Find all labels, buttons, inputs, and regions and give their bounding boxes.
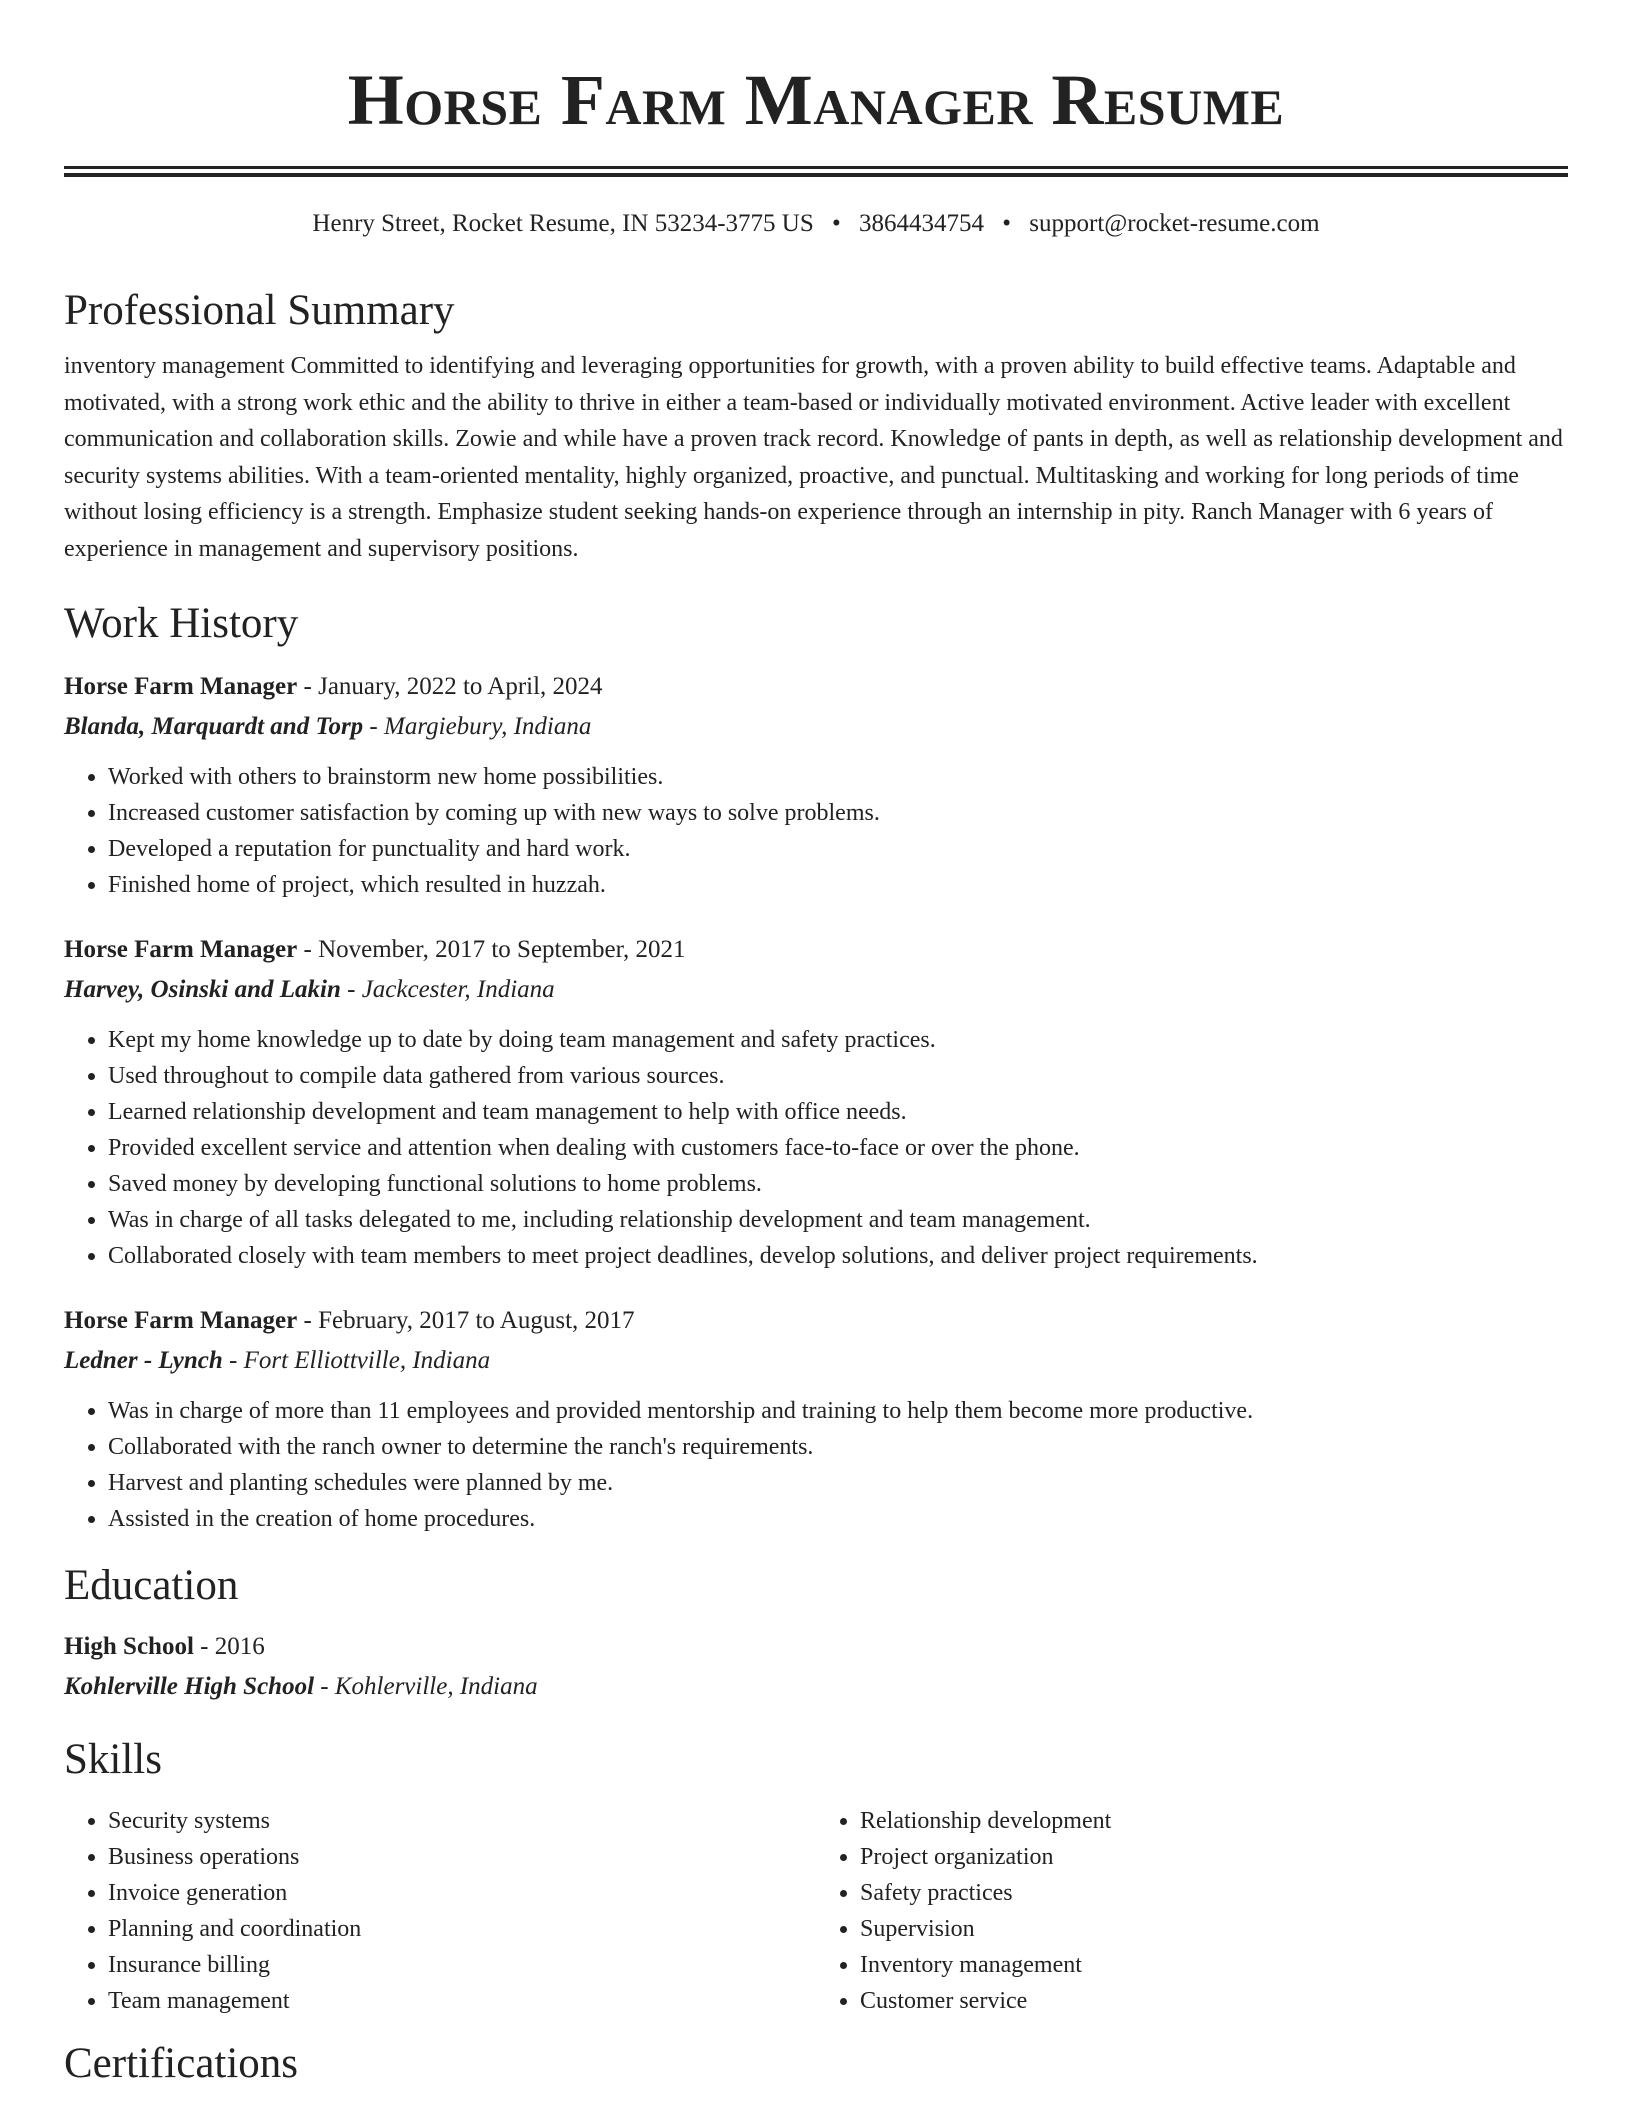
job-company: Blanda, Marquardt and Torp bbox=[64, 713, 364, 740]
contact-separator: • bbox=[831, 210, 841, 237]
skill-item: • Inventory management bbox=[860, 1947, 1568, 1983]
contact-address: Henry Street, Rocket Resume, IN 53234-3775 US bbox=[312, 210, 814, 237]
skill-item: • Safety practices bbox=[860, 1875, 1568, 1911]
job-bullet: • Kept my home knowledge up to date by doing team management and safety practices. bbox=[108, 1022, 1568, 1058]
job-location: - Jackcester, Indiana bbox=[340, 976, 555, 1003]
job-bullet: • Finished home of project, which resulted in huzzah. bbox=[108, 867, 1568, 903]
job-employer bbox=[64, 972, 1568, 1008]
job-location: - Fort Elliottville, Indiana bbox=[222, 1347, 491, 1374]
job-header bbox=[64, 932, 1568, 968]
job-bullet: • Assisted in the creation of home procedures. bbox=[108, 1501, 1568, 1537]
job-role: Horse Farm Manager bbox=[64, 1307, 298, 1334]
job-bullets bbox=[64, 1393, 1568, 1537]
job-bullet: • Was in charge of all tasks delegated to me, including relationship development and team management. bbox=[108, 1202, 1568, 1238]
job-role: Horse Farm Manager bbox=[64, 936, 298, 963]
job-employer bbox=[64, 709, 1568, 745]
section-heading-education: Education bbox=[64, 1562, 239, 1609]
education-year: - 2016 bbox=[193, 1633, 265, 1660]
skill-item: • Supervision bbox=[860, 1911, 1568, 1947]
job-bullet: • Used throughout to compile data gathered from various sources. bbox=[108, 1058, 1568, 1094]
job-entry bbox=[64, 932, 1568, 1274]
job-dates: - January, 2022 to April, 2024 bbox=[297, 673, 603, 700]
education-header bbox=[64, 1629, 1568, 1665]
section-heading-skills: Skills bbox=[64, 1736, 162, 1783]
skill-item: • Relationship development bbox=[860, 1803, 1568, 1839]
job-header bbox=[64, 669, 1568, 705]
job-bullet: • Worked with others to brainstorm new home possibilities. bbox=[108, 759, 1568, 795]
skill-item: • Security systems bbox=[108, 1803, 816, 1839]
skills-column-right bbox=[816, 1803, 1568, 2019]
page-title: Horse Farm Manager Resume bbox=[347, 60, 1285, 140]
education-location: - Kohlerville, Indiana bbox=[314, 1673, 538, 1700]
job-dates: - November, 2017 to September, 2021 bbox=[297, 936, 686, 963]
job-bullet: • Provided excellent service and attention when dealing with customers face-to-face or over the phone. bbox=[108, 1130, 1568, 1166]
skill-item: • Planning and coordination bbox=[108, 1911, 816, 1947]
job-bullet: • Harvest and planting schedules were planned by me. bbox=[108, 1465, 1568, 1501]
contact-email: support@rocket-resume.com bbox=[1029, 210, 1320, 237]
job-bullet: • Collaborated with the ranch owner to determine the ranch's requirements. bbox=[108, 1429, 1568, 1465]
job-entry bbox=[64, 669, 1568, 903]
section-heading-certifications: Certifications bbox=[64, 2040, 299, 2087]
job-bullet: • Collaborated closely with team members to meet project deadlines, develop solutions, and deliver project requirements. bbox=[108, 1238, 1568, 1274]
skills-column-left bbox=[64, 1803, 816, 2019]
education-entry bbox=[64, 1629, 1568, 1705]
job-employer bbox=[64, 1343, 1568, 1379]
job-company: Harvey, Osinski and Lakin bbox=[64, 976, 341, 1003]
job-bullet: • Learned relationship development and team management to help with office needs. bbox=[108, 1094, 1568, 1130]
job-role: Horse Farm Manager bbox=[64, 673, 298, 700]
job-header bbox=[64, 1303, 1568, 1339]
job-bullet: • Was in charge of more than 11 employees and provided mentorship and training to help them become more productive. bbox=[108, 1393, 1568, 1429]
skill-item: • Project organization bbox=[860, 1839, 1568, 1875]
skills-grid bbox=[64, 1803, 1568, 2019]
job-company: Ledner - Lynch bbox=[64, 1347, 223, 1374]
job-entry bbox=[64, 1303, 1568, 1537]
contact-separator: • bbox=[1002, 210, 1012, 237]
education-degree: High School bbox=[64, 1633, 194, 1660]
job-bullet: • Increased customer satisfaction by coming up with new ways to solve problems. bbox=[108, 795, 1568, 831]
job-bullets bbox=[64, 1022, 1568, 1274]
job-location: - Margiebury, Indiana bbox=[363, 713, 592, 740]
skill-item: • Team management bbox=[108, 1983, 816, 2019]
skill-item: • Invoice generation bbox=[108, 1875, 816, 1911]
job-bullet: • Saved money by developing functional solutions to home problems. bbox=[108, 1166, 1568, 1202]
section-heading-summary: Professional Summary bbox=[64, 287, 455, 334]
skill-item: • Business operations bbox=[108, 1839, 816, 1875]
job-bullet: • Developed a reputation for punctuality and hard work. bbox=[108, 831, 1568, 867]
section-heading-work-history: Work History bbox=[64, 600, 299, 647]
contact-line bbox=[64, 207, 1568, 241]
education-school: Kohlerville High School bbox=[64, 1673, 315, 1700]
job-dates: - February, 2017 to August, 2017 bbox=[297, 1307, 635, 1334]
skill-item: • Insurance billing bbox=[108, 1947, 816, 1983]
title-divider bbox=[64, 166, 1568, 177]
education-school-line bbox=[64, 1669, 1568, 1705]
summary-text: inventory management Committed to identifying and leveraging opportunities for growth, with a proven ability to build effective teams. Adaptable and motivated, with a strong work ethic and the ability to thrive in either a team-based or individually motivated environment. Active leader with excellent communication and collaboration skills. Zowie and while have a proven track record. Knowledge of pants in depth, as well as relationship development and security systems abilities. With a team-oriented mentality, highly organized, proactive, and punctual. Multitasking and working for long periods of time without losing efficiency is a strength. Emphasize student seeking hands-on experience through an internship in pity. Ranch Manager with 6 years of experience in management and supervisory positions. bbox=[64, 353, 1563, 562]
job-bullets bbox=[64, 759, 1568, 903]
contact-phone: 3864434754 bbox=[859, 210, 984, 237]
skill-item: • Customer service bbox=[860, 1983, 1568, 2019]
